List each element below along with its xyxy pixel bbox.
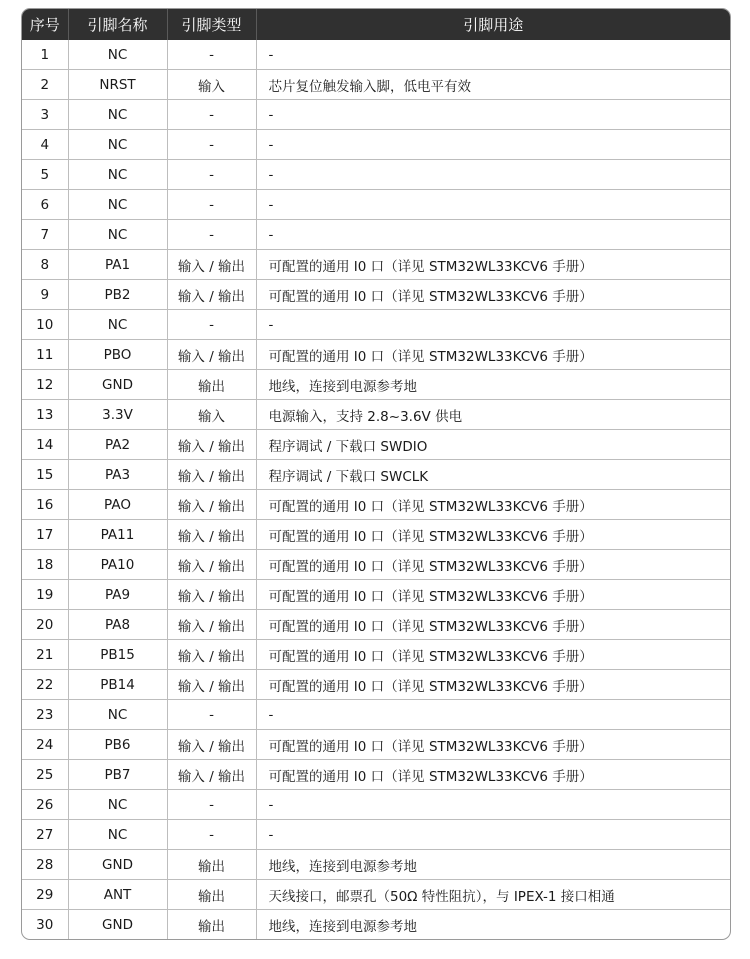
table-row <box>22 130 730 160</box>
cell-pin-name: GND <box>68 370 167 400</box>
cell-index: 19 <box>22 580 68 610</box>
cell-index: 7 <box>22 220 68 250</box>
cell-index: 4 <box>22 130 68 160</box>
cell-pin-name: PA3 <box>68 460 167 490</box>
cell-pin-usage: 天线接口，邮票孔（50Ω 特性阻抗），与 IPEX-1 接口相通 <box>256 880 730 910</box>
cell-pin-type: 输出 <box>167 850 256 880</box>
cell-pin-name: NC <box>68 130 167 160</box>
table-row <box>22 730 730 760</box>
table-row <box>22 70 730 100</box>
cell-pin-name: NC <box>68 310 167 340</box>
cell-pin-type: 输入 <box>167 70 256 100</box>
table-row <box>22 250 730 280</box>
cell-pin-name: PB14 <box>68 670 167 700</box>
cell-pin-type: 输出 <box>167 370 256 400</box>
cell-pin-usage: 可配置的通用 I0 口（详见 STM32WL33KCV6 手册） <box>256 280 730 310</box>
pin-table <box>22 9 730 939</box>
cell-pin-type: 输出 <box>167 880 256 910</box>
cell-pin-name: PAO <box>68 490 167 520</box>
table-row <box>22 580 730 610</box>
cell-pin-name: NC <box>68 220 167 250</box>
cell-pin-type: 输入 / 输出 <box>167 610 256 640</box>
cell-pin-usage: 可配置的通用 I0 口（详见 STM32WL33KCV6 手册） <box>256 610 730 640</box>
cell-pin-usage: 芯片复位触发输入脚，低电平有效 <box>256 70 730 100</box>
header-row <box>22 9 730 40</box>
cell-pin-usage: - <box>256 160 730 190</box>
cell-index: 6 <box>22 190 68 220</box>
table-row <box>22 160 730 190</box>
cell-pin-type: - <box>167 700 256 730</box>
cell-pin-usage: 程序调试 / 下载口 SWDIO <box>256 430 730 460</box>
cell-pin-name: NC <box>68 700 167 730</box>
cell-pin-name: NC <box>68 100 167 130</box>
cell-pin-usage: 程序调试 / 下载口 SWCLK <box>256 460 730 490</box>
cell-index: 28 <box>22 850 68 880</box>
cell-pin-usage: 可配置的通用 I0 口（详见 STM32WL33KCV6 手册） <box>256 340 730 370</box>
cell-pin-name: PB2 <box>68 280 167 310</box>
cell-pin-usage: - <box>256 820 730 850</box>
cell-pin-type: - <box>167 220 256 250</box>
cell-index: 17 <box>22 520 68 550</box>
cell-pin-name: PB7 <box>68 760 167 790</box>
cell-pin-usage: - <box>256 190 730 220</box>
cell-index: 10 <box>22 310 68 340</box>
cell-pin-usage: 可配置的通用 I0 口（详见 STM32WL33KCV6 手册） <box>256 490 730 520</box>
cell-pin-name: 3.3V <box>68 400 167 430</box>
table-row <box>22 400 730 430</box>
header-pin-name: 引脚名称 <box>68 9 167 40</box>
cell-pin-type: - <box>167 100 256 130</box>
cell-pin-usage: 电源输入，支持 2.8~3.6V 供电 <box>256 400 730 430</box>
cell-pin-type: 输入 / 输出 <box>167 430 256 460</box>
cell-pin-name: NC <box>68 160 167 190</box>
cell-pin-usage: 可配置的通用 I0 口（详见 STM32WL33KCV6 手册） <box>256 670 730 700</box>
cell-pin-type: 输入 <box>167 400 256 430</box>
cell-pin-name: PBO <box>68 340 167 370</box>
table-row <box>22 820 730 850</box>
cell-index: 22 <box>22 670 68 700</box>
cell-index: 5 <box>22 160 68 190</box>
cell-pin-usage: 可配置的通用 I0 口（详见 STM32WL33KCV6 手册） <box>256 550 730 580</box>
cell-index: 24 <box>22 730 68 760</box>
table-row <box>22 790 730 820</box>
cell-pin-name: PB6 <box>68 730 167 760</box>
table-row <box>22 340 730 370</box>
cell-pin-type: 输入 / 输出 <box>167 580 256 610</box>
cell-pin-usage: - <box>256 310 730 340</box>
cell-pin-usage: 可配置的通用 I0 口（详见 STM32WL33KCV6 手册） <box>256 760 730 790</box>
cell-index: 20 <box>22 610 68 640</box>
table-row <box>22 880 730 910</box>
cell-pin-name: GND <box>68 850 167 880</box>
cell-pin-type: 输入 / 输出 <box>167 730 256 760</box>
table-row <box>22 520 730 550</box>
table-row <box>22 310 730 340</box>
cell-index: 2 <box>22 70 68 100</box>
cell-index: 9 <box>22 280 68 310</box>
cell-pin-usage: 地线，连接到电源参考地 <box>256 370 730 400</box>
cell-pin-type: 输入 / 输出 <box>167 640 256 670</box>
cell-pin-usage: - <box>256 100 730 130</box>
header-index: 序号 <box>22 9 68 40</box>
table-row <box>22 760 730 790</box>
table-row <box>22 370 730 400</box>
cell-index: 30 <box>22 910 68 940</box>
cell-index: 15 <box>22 460 68 490</box>
cell-pin-usage: 可配置的通用 I0 口（详见 STM32WL33KCV6 手册） <box>256 640 730 670</box>
cell-pin-name: NC <box>68 40 167 70</box>
cell-index: 23 <box>22 700 68 730</box>
cell-index: 26 <box>22 790 68 820</box>
cell-index: 21 <box>22 640 68 670</box>
cell-pin-name: PA11 <box>68 520 167 550</box>
table-row <box>22 850 730 880</box>
cell-pin-type: 输入 / 输出 <box>167 550 256 580</box>
cell-pin-type: - <box>167 310 256 340</box>
cell-pin-name: NRST <box>68 70 167 100</box>
table-row <box>22 670 730 700</box>
cell-pin-name: NC <box>68 190 167 220</box>
cell-pin-name: PA8 <box>68 610 167 640</box>
header-pin-type: 引脚类型 <box>167 9 256 40</box>
table-row <box>22 40 730 70</box>
cell-pin-type: - <box>167 190 256 220</box>
cell-pin-name: NC <box>68 790 167 820</box>
cell-index: 29 <box>22 880 68 910</box>
cell-index: 13 <box>22 400 68 430</box>
cell-pin-usage: 可配置的通用 I0 口（详见 STM32WL33KCV6 手册） <box>256 250 730 280</box>
cell-pin-type: 输入 / 输出 <box>167 490 256 520</box>
cell-index: 16 <box>22 490 68 520</box>
pin-table-header <box>22 9 730 40</box>
cell-pin-usage: 地线，连接到电源参考地 <box>256 910 730 940</box>
table-row <box>22 610 730 640</box>
cell-pin-name: PA2 <box>68 430 167 460</box>
cell-pin-name: NC <box>68 820 167 850</box>
cell-index: 3 <box>22 100 68 130</box>
cell-pin-type: 输入 / 输出 <box>167 250 256 280</box>
cell-pin-type: - <box>167 790 256 820</box>
cell-index: 18 <box>22 550 68 580</box>
pin-table-container <box>21 8 731 940</box>
table-row <box>22 430 730 460</box>
table-row <box>22 640 730 670</box>
table-row <box>22 910 730 940</box>
cell-pin-usage: - <box>256 220 730 250</box>
cell-pin-name: PA1 <box>68 250 167 280</box>
table-row <box>22 100 730 130</box>
table-row <box>22 220 730 250</box>
cell-pin-type: - <box>167 130 256 160</box>
cell-pin-type: 输入 / 输出 <box>167 520 256 550</box>
cell-index: 27 <box>22 820 68 850</box>
cell-pin-usage: 地线，连接到电源参考地 <box>256 850 730 880</box>
cell-pin-type: 输入 / 输出 <box>167 460 256 490</box>
header-pin-usage: 引脚用途 <box>256 9 730 40</box>
cell-index: 25 <box>22 760 68 790</box>
cell-pin-name: ANT <box>68 880 167 910</box>
pin-table-body <box>22 40 730 939</box>
cell-pin-usage: 可配置的通用 I0 口（详见 STM32WL33KCV6 手册） <box>256 730 730 760</box>
cell-pin-name: PA10 <box>68 550 167 580</box>
cell-pin-type: 输入 / 输出 <box>167 670 256 700</box>
cell-pin-type: - <box>167 40 256 70</box>
cell-pin-usage: 可配置的通用 I0 口（详见 STM32WL33KCV6 手册） <box>256 580 730 610</box>
cell-index: 11 <box>22 340 68 370</box>
cell-pin-usage: - <box>256 40 730 70</box>
cell-index: 12 <box>22 370 68 400</box>
table-row <box>22 490 730 520</box>
table-row <box>22 550 730 580</box>
cell-pin-usage: - <box>256 700 730 730</box>
cell-pin-usage: - <box>256 130 730 160</box>
cell-index: 14 <box>22 430 68 460</box>
cell-pin-type: 输入 / 输出 <box>167 760 256 790</box>
cell-pin-type: 输出 <box>167 910 256 940</box>
cell-pin-type: 输入 / 输出 <box>167 280 256 310</box>
cell-pin-type: - <box>167 160 256 190</box>
table-row <box>22 190 730 220</box>
table-row <box>22 460 730 490</box>
cell-pin-usage: - <box>256 790 730 820</box>
cell-index: 8 <box>22 250 68 280</box>
cell-pin-type: - <box>167 820 256 850</box>
cell-pin-usage: 可配置的通用 I0 口（详见 STM32WL33KCV6 手册） <box>256 520 730 550</box>
cell-pin-type: 输入 / 输出 <box>167 340 256 370</box>
cell-pin-name: PB15 <box>68 640 167 670</box>
cell-pin-name: GND <box>68 910 167 940</box>
table-row <box>22 280 730 310</box>
cell-pin-name: PA9 <box>68 580 167 610</box>
cell-index: 1 <box>40 46 50 63</box>
table-row <box>22 700 730 730</box>
